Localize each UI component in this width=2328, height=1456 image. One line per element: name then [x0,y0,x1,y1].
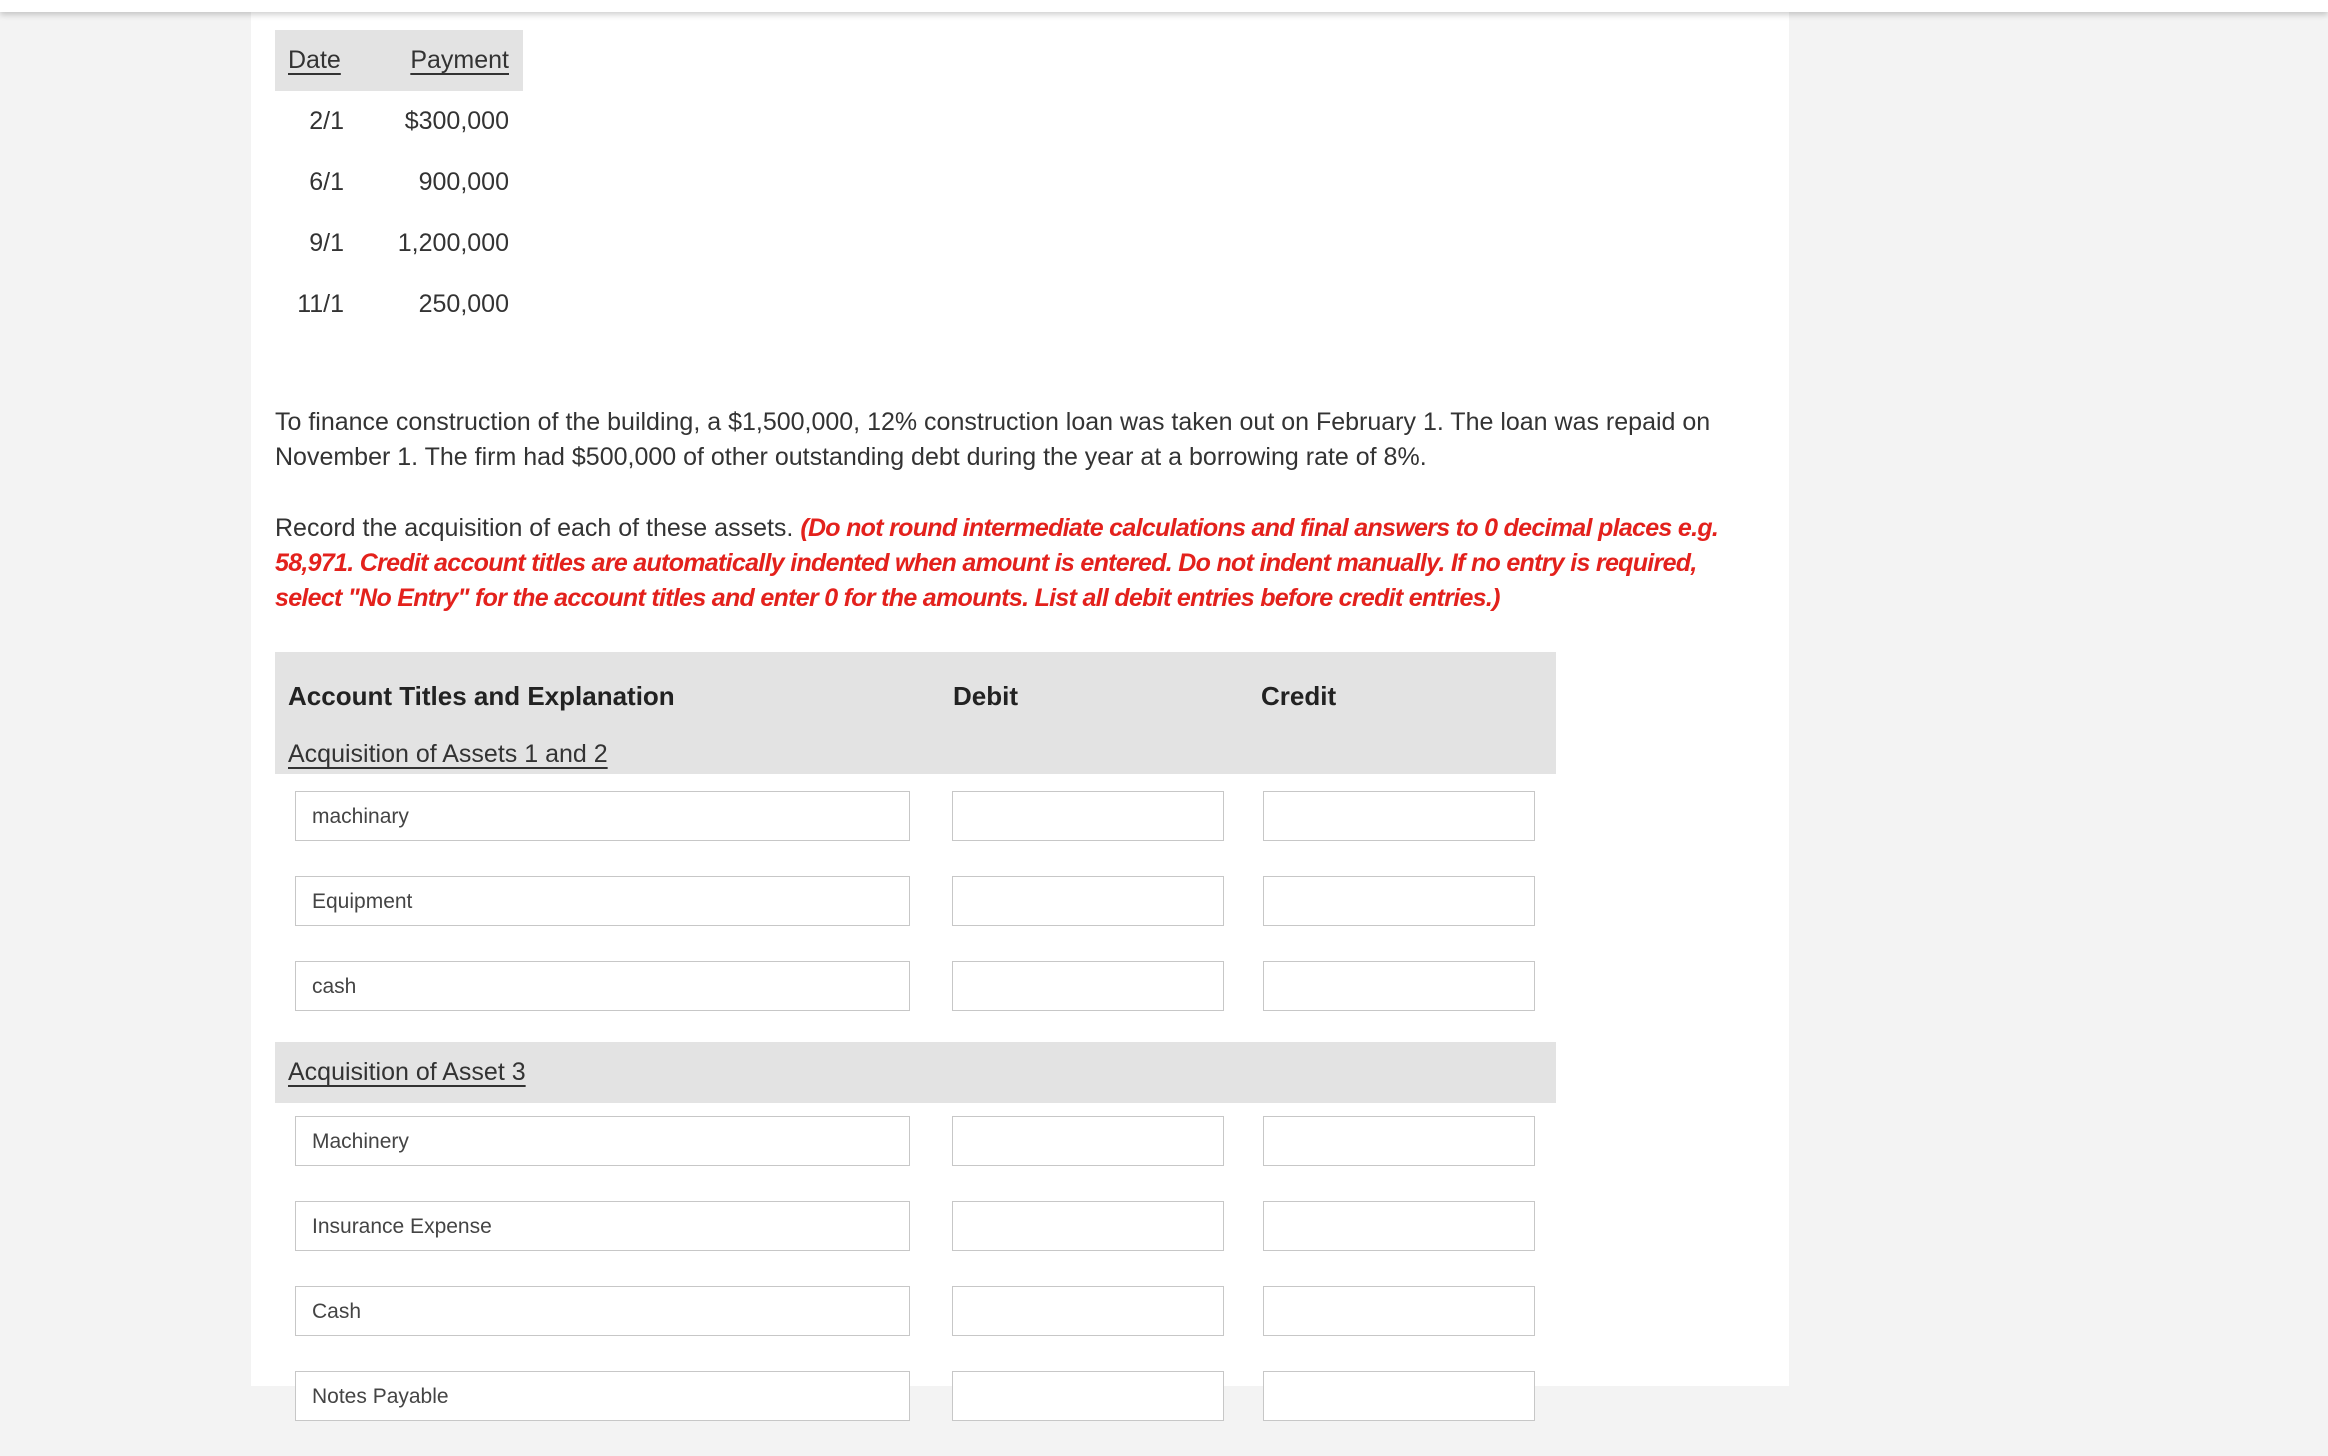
account-title-input[interactable]: Machinery [295,1116,910,1166]
schedule-date: 2/1 [309,107,344,135]
debit-input[interactable] [952,1116,1224,1166]
schedule-payment: 1,200,000 [397,229,509,257]
debit-input[interactable] [952,1371,1224,1421]
schedule-payment: $300,000 [404,107,509,135]
debit-input[interactable] [952,1201,1224,1251]
journal-header [275,652,1556,774]
credit-input[interactable] [1263,1286,1535,1336]
debit-input[interactable] [952,791,1224,841]
top-bar [0,0,2328,12]
schedule-date: 9/1 [309,229,344,257]
finance-paragraph: To finance construction of the building, a $1,500,000, 12% construction loan was taken out on February 1. The loan was repaid on November 1. The firm had $500,000 of other outstanding debt during the year at a borrowing rate of 8%. [275,408,1711,471]
journal-row [275,1201,1556,1286]
credit-input[interactable] [1263,1201,1535,1251]
journal-row [275,1371,1556,1456]
debit-input[interactable] [952,1286,1224,1336]
schedule-date: 6/1 [309,168,344,196]
account-title-input[interactable]: Insurance Expense [295,1201,910,1251]
instruction-text: Record the acquisition of each of these assets. [275,514,794,542]
schedule-payment: 900,000 [418,168,509,196]
credit-header: Credit [1261,681,1337,711]
schedule-row [275,274,523,335]
schedule-date: 11/1 [297,290,344,318]
schedule-payment: 250,000 [418,290,509,318]
journal-row [275,1116,1556,1201]
credit-input[interactable] [1263,1116,1535,1166]
credit-input[interactable] [1263,1371,1535,1421]
credit-input[interactable] [1263,791,1535,841]
payment-column-header: Payment [410,46,509,74]
journal-row [275,961,1556,1046]
journal-row [275,1286,1556,1371]
schedule-row [275,152,523,213]
section-asset-3-label: Acquisition of Asset 3 [288,1058,526,1086]
section-assets-1-2-label: Acquisition of Assets 1 and 2 [288,740,608,768]
date-column-header: Date [288,46,341,74]
journal-row [275,876,1556,961]
instruction-paragraph [275,511,1755,616]
debit-input[interactable] [952,961,1224,1011]
credit-input[interactable] [1263,961,1535,1011]
account-title-input[interactable]: Equipment [295,876,910,926]
section-asset-3-band [275,1042,1556,1103]
instruction-hint: (Do not round intermediate calculations and final answers to 0 decimal places e.g. 58,971. Credit account titles are automatically indented when amount is entered. Do not indent manually. If no entry is required, select "No Entry" for the account titles and enter 0 for the amounts. List all debit entries before credit entries.) [275,514,1719,612]
account-title-input[interactable]: Notes Payable [295,1371,910,1421]
schedule-row [275,91,523,152]
debit-input[interactable] [952,876,1224,926]
payment-schedule-table [275,30,523,335]
account-title-input[interactable]: Cash [295,1286,910,1336]
account-title-input[interactable]: machinary [295,791,910,841]
debit-header: Debit [953,681,1018,711]
question-page [251,12,1789,1408]
journal-entry-table [275,652,1556,1408]
credit-input[interactable] [1263,876,1535,926]
schedule-header [275,30,523,91]
schedule-row [275,213,523,274]
journal-row [275,791,1556,876]
account-titles-header: Account Titles and Explanation [288,681,675,711]
account-title-input[interactable]: cash [295,961,910,1011]
